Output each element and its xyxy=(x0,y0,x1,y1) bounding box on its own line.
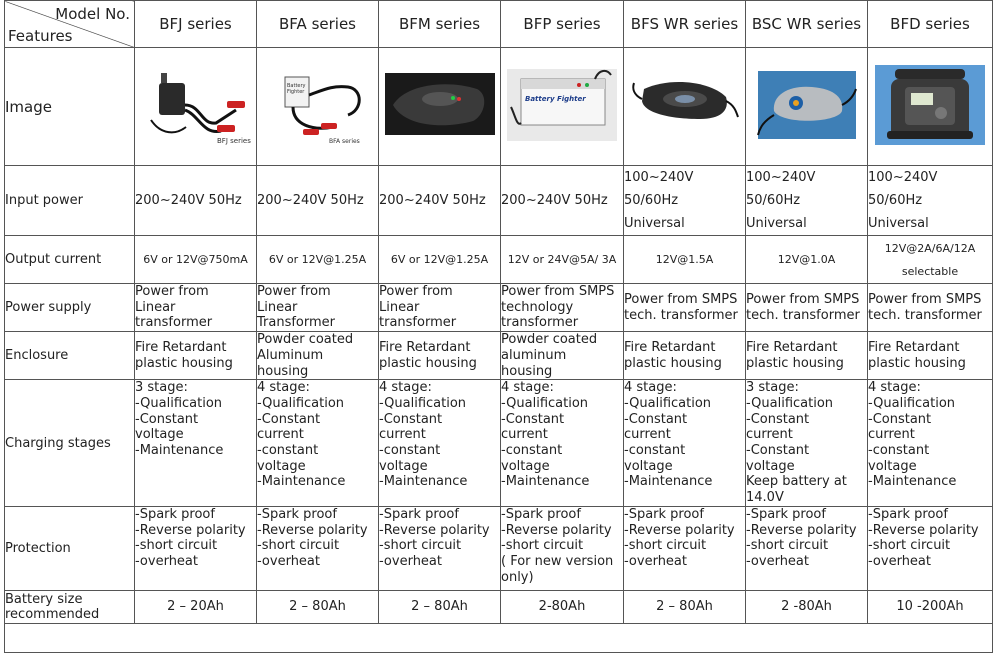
input-power-bfd: 100~240V 50/60Hz Universal xyxy=(868,166,993,236)
input-power-bfp: 200~240V 50Hz xyxy=(501,166,624,236)
charger-bsc-wr-icon xyxy=(752,65,862,145)
protection-row xyxy=(5,506,993,590)
power-supply-bfj: Power from Linear transformer xyxy=(135,284,257,332)
image-row xyxy=(5,48,993,166)
power-supply-bfp: Power from SMPS technology transformer xyxy=(501,284,624,332)
battery-size-bfp: 2-80Ah xyxy=(501,590,624,623)
svg-text:Battery Fighter: Battery Fighter xyxy=(525,94,586,103)
output-current-bfd: 12V@2A/6A/12A selectable xyxy=(868,236,993,284)
output-current-bfp: 12V or 24V@5A/ 3A xyxy=(501,236,624,284)
input-power-bsc-wr: 100~240V 50/60Hz Universal xyxy=(746,166,868,236)
row-label-power-supply: Power supply xyxy=(5,284,135,332)
output-current-bfa: 6V or 12V@1.25A xyxy=(257,236,379,284)
charger-bfj-icon xyxy=(141,65,251,145)
row-label-output-current: Output current xyxy=(5,236,135,284)
product-image-bfd xyxy=(868,48,993,166)
series-bfj: BFJ series xyxy=(135,1,257,48)
power-supply-row xyxy=(5,284,993,332)
input-power-bfj: 200~240V 50Hz xyxy=(135,166,257,236)
row-label-protection: Protection xyxy=(5,506,135,590)
power-supply-bfs-wr: Power from SMPS tech. transformer xyxy=(624,284,746,332)
product-image-bfp xyxy=(501,48,624,166)
series-bfm: BFM series xyxy=(379,1,501,48)
battery-size-bfd: 10 -200Ah xyxy=(868,590,993,623)
power-supply-bfd: Power from SMPS tech. transformer xyxy=(868,284,993,332)
product-image-bfs-wr xyxy=(624,48,746,166)
charger-bfm-icon xyxy=(385,65,495,145)
power-supply-bfm: Power from Linear transformer xyxy=(379,284,501,332)
svg-text:BFJ series: BFJ series xyxy=(216,136,251,145)
protection-bfj: -Spark proof -Reverse polarity -short circuit -overheat xyxy=(135,506,257,590)
svg-text:BFA series: BFA series xyxy=(328,137,360,145)
product-image-bfm xyxy=(379,48,501,166)
charger-bfs-wr-icon xyxy=(630,65,740,145)
charging-stages-bfp: 4 stage: -Qualification -Constant current -constant voltage -Maintenance xyxy=(501,380,624,507)
row-label-image: Image xyxy=(5,48,135,166)
enclosure-bfj: Fire Retardant plastic housing xyxy=(135,332,257,380)
row-label-input-power: Input power xyxy=(5,166,135,236)
charging-stages-row xyxy=(5,380,993,507)
product-image-bfa xyxy=(257,48,379,166)
input-power-bfm: 200~240V 50Hz xyxy=(379,166,501,236)
output-current-bfm: 6V or 12V@1.25A xyxy=(379,236,501,284)
product-image-bsc-wr xyxy=(746,48,868,166)
series-bfd: BFD series xyxy=(868,1,993,48)
series-bfp: BFP series xyxy=(501,1,624,48)
battery-size-bfj: 2 – 20Ah xyxy=(135,590,257,623)
charging-stages-bfs-wr: 4 stage: -Qualification -Constant current -constant voltage -Maintenance xyxy=(624,380,746,507)
enclosure-bfm: Fire Retardant plastic housing xyxy=(379,332,501,380)
comparison-table xyxy=(4,0,993,653)
input-power-bfs-wr: 100~240V 50/60Hz Universal xyxy=(624,166,746,236)
charging-stages-bsc-wr: 3 stage: -Qualification -Constant current -Constant voltage Keep battery at 14.0V xyxy=(746,380,868,507)
product-image-bfj xyxy=(135,48,257,166)
series-bsc-wr: BSC WR series xyxy=(746,1,868,48)
charging-stages-bfm: 4 stage: -Qualification -Constant current -constant voltage -Maintenance xyxy=(379,380,501,507)
protection-bfp: -Spark proof -Reverse polarity -short circuit ( For new version only) xyxy=(501,506,624,590)
enclosure-row xyxy=(5,332,993,380)
svg-text:Fighter: Fighter xyxy=(286,88,304,95)
enclosure-bfa: Powder coated Aluminum housing xyxy=(257,332,379,380)
protection-bfs-wr: -Spark proof -Reverse polarity -short circuit -overheat xyxy=(624,506,746,590)
power-supply-bsc-wr: Power from SMPS tech. transformer xyxy=(746,284,868,332)
enclosure-bfs-wr: Fire Retardant plastic housing xyxy=(624,332,746,380)
row-label-enclosure: Enclosure xyxy=(5,332,135,380)
charging-stages-bfj: 3 stage: -Qualification -Constant voltage -Maintenance xyxy=(135,380,257,507)
enclosure-bfd: Fire Retardant plastic housing xyxy=(868,332,993,380)
header-row xyxy=(5,1,993,48)
row-label-battery-size: Battery size recommended xyxy=(5,590,135,623)
series-bfs-wr: BFS WR series xyxy=(624,1,746,48)
protection-bsc-wr: -Spark proof -Reverse polarity -short circuit -overheat xyxy=(746,506,868,590)
series-bfa: BFA series xyxy=(257,1,379,48)
output-current-bsc-wr: 12V@1.0A xyxy=(746,236,868,284)
output-current-bfs-wr: 12V@1.5A xyxy=(624,236,746,284)
corner-cell xyxy=(5,1,135,48)
charger-bfa-icon xyxy=(263,65,373,145)
battery-size-bfa: 2 – 80Ah xyxy=(257,590,379,623)
battery-size-bsc-wr: 2 -80Ah xyxy=(746,590,868,623)
battery-size-bfm: 2 – 80Ah xyxy=(379,590,501,623)
input-power-row xyxy=(5,166,993,236)
output-current-row xyxy=(5,236,993,284)
svg-text:Battery: Battery xyxy=(286,82,306,89)
model-no-label: Model No. xyxy=(55,5,130,23)
features-label: Features xyxy=(8,27,73,45)
battery-size-row xyxy=(5,590,993,623)
charger-bfp-icon xyxy=(507,65,617,145)
output-current-bfj: 6V or 12V@750mA xyxy=(135,236,257,284)
charging-stages-bfa: 4 stage: -Qualification -Constant current -constant voltage -Maintenance xyxy=(257,380,379,507)
protection-bfm: -Spark proof -Reverse polarity -short circuit -overheat xyxy=(379,506,501,590)
charger-bfd-icon xyxy=(875,65,985,145)
input-power-bfa: 200~240V 50Hz xyxy=(257,166,379,236)
charging-stages-bfd: 4 stage: -Qualification -Constant current -constant voltage -Maintenance xyxy=(868,380,993,507)
enclosure-bsc-wr: Fire Retardant plastic housing xyxy=(746,332,868,380)
row-label-charging-stages: Charging stages xyxy=(5,380,135,507)
protection-bfa: -Spark proof -Reverse polarity -short circuit -overheat xyxy=(257,506,379,590)
battery-size-bfs-wr: 2 – 80Ah xyxy=(624,590,746,623)
enclosure-bfp: Powder coated aluminum housing xyxy=(501,332,624,380)
protection-bfd: -Spark proof -Reverse polarity -short circuit -overheat xyxy=(868,506,993,590)
power-supply-bfa: Power from Linear Transformer xyxy=(257,284,379,332)
